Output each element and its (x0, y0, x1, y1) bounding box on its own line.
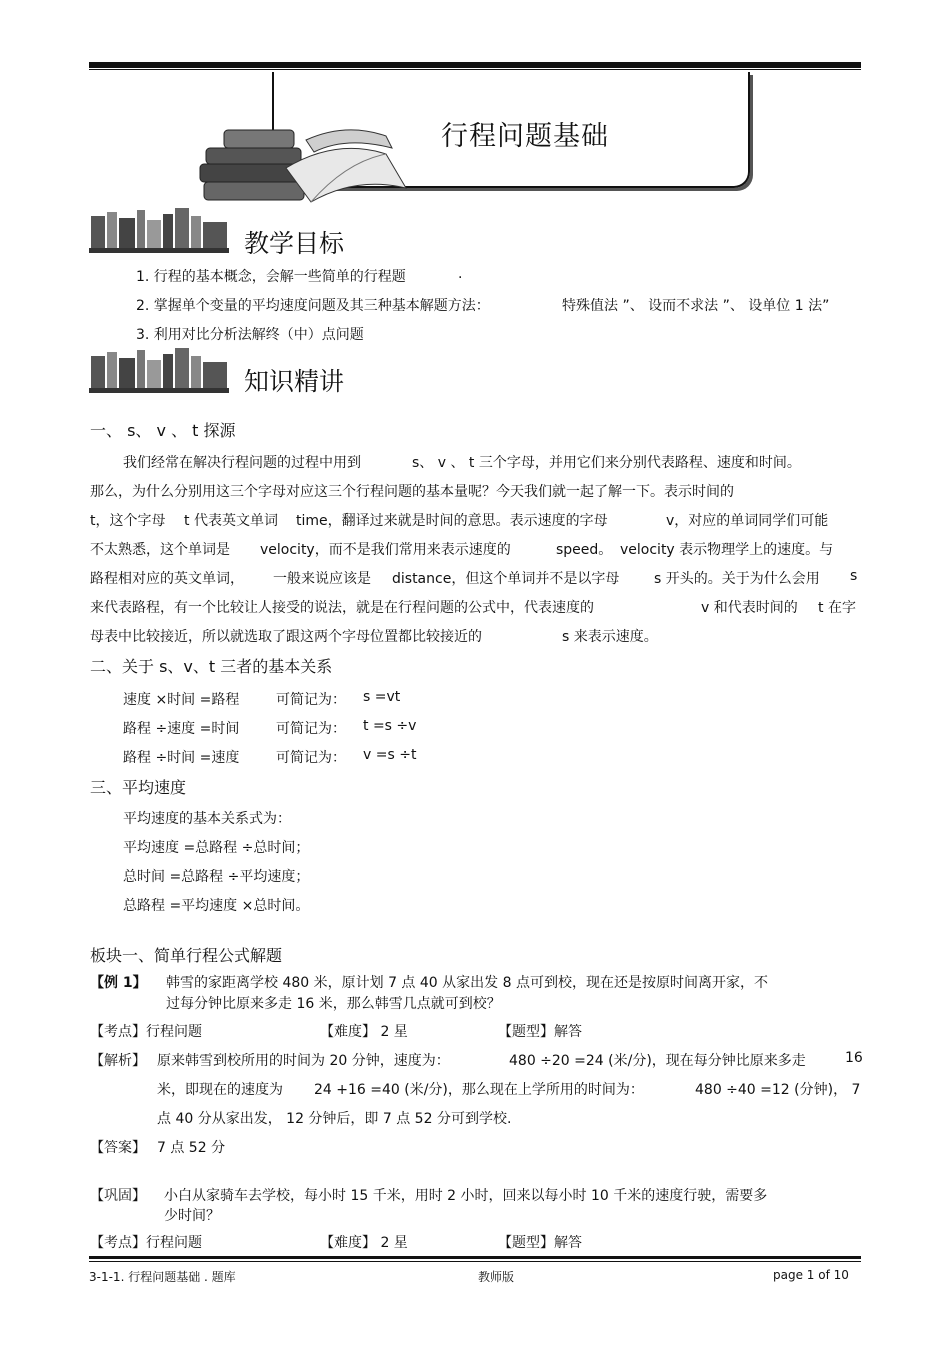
example-label: 【例 1】 (90, 975, 147, 991)
para-text: 那么，为什么分别用这三个字母对应这三个行程问题的基本量呢？今天我们就一起了解一下。表示时间的 (90, 484, 734, 500)
footer-doc-name: 3-1-1. 行程问题基础 . 题库 (89, 1270, 236, 1284)
bookshelf-icon (89, 348, 229, 394)
para-text: time，翻译过来就是时间的意思。表示速度的字母 (296, 513, 608, 529)
section-title-objectives: 教学目标 (244, 229, 345, 258)
relation-note: 可简记为： (276, 750, 346, 766)
meta-difficulty: 【难度】 2 星 (320, 1235, 408, 1251)
relation-short: v =s ÷t (363, 747, 417, 763)
para-text: velocity，而不是我们常用来表示速度的 (260, 542, 511, 558)
para-text: s 来表示速度。 (562, 629, 658, 645)
section-title-knowledge: 知识精讲 (244, 367, 345, 396)
practice-text: 小白从家骑车去学校，每小时 15 千米，用时 2 小时，回来以每小时 10 千米的速度行驶，需要多 (164, 1188, 768, 1204)
header-rule-thick (89, 62, 861, 68)
objective-2: 2. 掌握单个变量的平均速度问题及其三种基本解题方法： (136, 298, 490, 314)
answer-text: 7 点 52 分 (157, 1140, 226, 1156)
analysis-text: 480 ÷40 =12 (分钟)， 7 (695, 1082, 861, 1098)
example-text: 过每分钟比原来多走 16 米，那么韩雪几点就可到校？ (166, 996, 501, 1012)
para-text: 我们经常在解决行程问题的过程中用到 (123, 455, 361, 471)
relation-short: t =s ÷v (363, 718, 417, 734)
para-text: v，对应的单词同学们可能 (666, 513, 829, 529)
para-text: s 开头的。关于为什么会用 (654, 571, 820, 587)
heading-avg-speed: 三、平均速度 (90, 778, 187, 797)
heading-svt-origin: 一、 s、 v 、 t 探源 (90, 421, 236, 440)
para-text: 来代表路程，有一个比较让人接受的说法，就是在行程问题的公式中，代表速度的 (90, 600, 594, 616)
analysis-text: 原来韩雪到校所用的时间为 20 分钟，速度为： (157, 1053, 450, 1069)
para-text: v 和代表时间的 (701, 600, 798, 616)
analysis-text: 点 40 分从家出发， 12 分钟后，即 7 点 52 分可到学校. (157, 1111, 512, 1127)
page-title: 行程问题基础 (441, 121, 609, 152)
meta-topic: 【考点】行程问题 (90, 1235, 202, 1251)
practice-label: 【巩固】 (90, 1188, 146, 1204)
bookshelf-icon (89, 208, 229, 254)
analysis-text: 16 (845, 1050, 863, 1066)
books-illustration (196, 118, 416, 208)
objective-1-dot: . (458, 266, 463, 282)
para-text: distance，但这个单词并不是以字母 (392, 571, 620, 587)
para-text: s (850, 568, 858, 584)
objective-3: 3. 利用对比分析法解终（中）点问题 (136, 327, 364, 343)
para-text: t 在字 (818, 600, 856, 616)
heading-svt-relation: 二、关于 s、v、t 三者的基本关系 (90, 657, 333, 676)
avg-intro: 平均速度的基本关系式为： (123, 811, 291, 827)
para-text: 母表中比较接近，所以就选取了跟这两个字母位置都比较接近的 (90, 629, 482, 645)
para-text: 不太熟悉，这个单词是 (90, 542, 230, 558)
avg-formula: 平均速度 =总路程 ÷总时间； (123, 840, 310, 856)
relation-formula: 路程 ÷时间 =速度 (123, 750, 240, 766)
para-text: velocity 表示物理学上的速度。与 (620, 542, 834, 558)
para-text: s、 v 、 t 三个字母，并用它们来分别代表路程、速度和时间。 (412, 455, 801, 471)
para-text: t，这个字母 (90, 513, 166, 529)
relation-note: 可简记为： (276, 721, 346, 737)
meta-type: 【题型】解答 (498, 1024, 582, 1040)
header-rule-thin (89, 69, 861, 70)
avg-formula: 总路程 =平均速度 ×总时间。 (123, 898, 310, 914)
meta-difficulty: 【难度】 2 星 (320, 1024, 408, 1040)
relation-formula: 速度 ×时间 =路程 (123, 692, 240, 708)
footer-rule-thin (89, 1261, 861, 1262)
para-text: speed。 (556, 542, 613, 558)
avg-formula: 总时间 =总路程 ÷平均速度； (123, 869, 310, 885)
footer-page-number: page 1 of 10 (773, 1268, 849, 1282)
objective-2-methods: 特殊值法 ”、 设而不求法 ”、 设单位 1 法” (562, 298, 830, 314)
meta-topic: 【考点】行程问题 (90, 1024, 202, 1040)
relation-short: s =vt (363, 689, 401, 705)
footer-edition: 教师版 (478, 1270, 515, 1284)
objective-1: 1. 行程的基本概念，会解一些简单的行程题 (136, 269, 406, 285)
analysis-label: 【解析】 (90, 1053, 146, 1069)
footer-rule-thick (89, 1256, 861, 1259)
relation-note: 可简记为： (276, 692, 346, 708)
answer-label: 【答案】 (90, 1140, 146, 1156)
block-title: 板块一、简单行程公式解题 (90, 946, 283, 965)
analysis-text: 米，即现在的速度为 (157, 1082, 283, 1098)
analysis-text: 24 +16 =40 (米/分)，那么现在上学所用的时间为： (314, 1082, 644, 1098)
para-text: 路程相对应的英文单词， (90, 571, 244, 587)
analysis-text: 480 ÷20 =24 (米/分)，现在每分钟比原来多走 (509, 1053, 806, 1069)
meta-type: 【题型】解答 (498, 1235, 582, 1251)
relation-formula: 路程 ÷速度 =时间 (123, 721, 240, 737)
para-text: t 代表英文单词 (184, 513, 278, 529)
para-text: 一般来说应该是 (273, 571, 371, 587)
example-text: 韩雪的家距离学校 480 米，原计划 7 点 40 从家出发 8 点可到校，现在还是按原时间离开家，不 (166, 975, 768, 991)
practice-text: 少时间？ (164, 1208, 220, 1224)
